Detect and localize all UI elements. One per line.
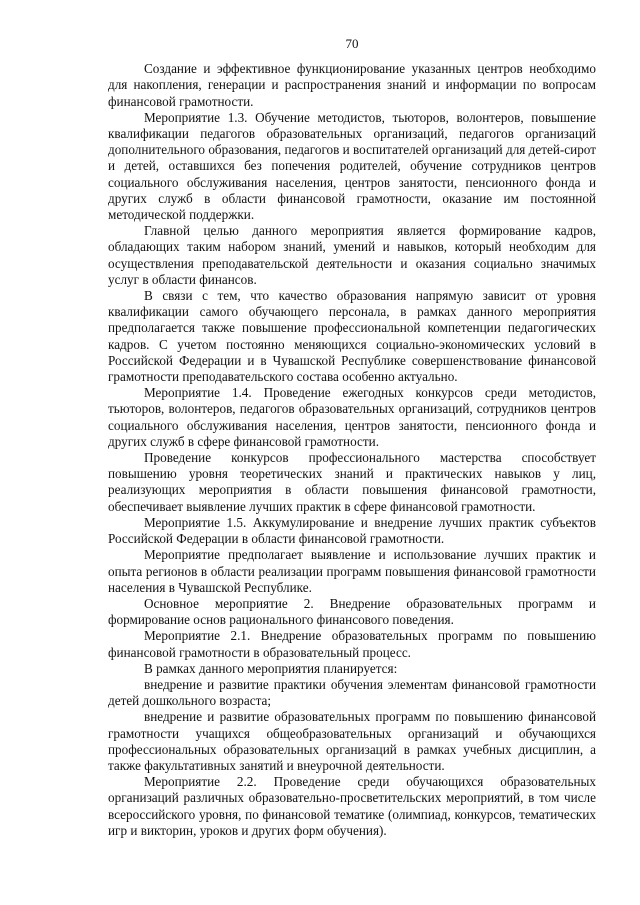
page-number: 70	[345, 36, 359, 51]
paragraph-main-measure-2: Основное мероприятие 2. Внедрение образовательных программ и формирование основ рационального финансового поведения.	[108, 595, 596, 628]
paragraph-programs: внедрение и развитие образовательных программ по повышению финансовой грамотности учащихся общеобразовательных организаций и обучающихся профессиональных образовательных организаций в рамках учебных дисциплин, а также факультативных занятий и внеурочной деятельности.	[108, 709, 596, 773]
paragraph-planned: В рамках данного мероприятия планируется:	[144, 660, 398, 676]
paragraph-measure-2-1: Мероприятие 2.1. Внедрение образовательных программ по повышению финансовой грамотности в образовательный процесс.	[108, 628, 596, 660]
paragraph-measure-2-2: Мероприятие 2.2. Проведение среди обучающихся образовательных организаций различных образовательно-просветительских мероприятий, в том числе всероссийского уровня, по финансовой тематике (олимпиад, конкурсов, тематических игр и викторин, уроков и других форм обучения).	[108, 774, 596, 838]
document-page	[108, 36, 596, 839]
paragraph-preschool: внедрение и развитие практики обучения элементам финансовой грамотности детей дошкольного возраста;	[108, 676, 596, 709]
paragraph-contests: Проведение конкурсов профессионального мастерства способствует повышению уровня теоретических знаний и практических навыков у лиц, реализующих мероприятия в области повышения финансовой грамотности, обеспечивает выявление лучших практик в сфере финансовой грамотности.	[108, 450, 596, 514]
paragraph-centers-purpose: Создание и эффективное функционирование указанных центров необходимо для накопления, генерации и распространения знаний и информации по вопросам финансовой грамотности.	[108, 61, 596, 109]
paragraph-main-goal: Главной целью данного мероприятия является формирование кадров, обладающих таким набором знаний, умений и навыков, который необходим для осуществления преподавательской деятельности и оказания социально значимых услуг в области финансов.	[108, 223, 596, 287]
paragraph-measure-1-4: Мероприятие 1.4. Проведение ежегодных конкурсов среди методистов, тьюторов, волонтеров, педагогов образовательных организаций, сотрудников центров социального обслуживания населения, центров занятости, пенсионного фонда и других служб в сфере финансовой грамотности.	[108, 385, 596, 449]
paragraph-best-practices: Мероприятие предполагает выявление и использование лучших практик и опыта регионов в области реализации программ повышения финансовой грамотности населения в Чувашской Республике.	[108, 547, 596, 595]
paragraph-education-quality: В связи с тем, что качество образования напрямую зависит от уровня квалификации самого обучающего персонала, в рамках данного мероприятия предполагается также повышение профессиональной компетенции педагогических кадров. С учетом постоянно меняющихся социально-экономических условий в Российской Федерации и в Чувашской Республике совершенствование финансовой грамотности преподавательского состава особенно актуально.	[108, 288, 596, 385]
paragraph-measure-1-5: Мероприятие 1.5. Аккумулирование и внедрение лучших практик субъектов Российской Федерации в области финансовой грамотности.	[108, 514, 596, 547]
paragraph-measure-1-3: Мероприятие 1.3. Обучение методистов, тьюторов, волонтеров, повышение квалификации педагогов образовательных организаций, педагогов организаций дополнительного образования, педагогов и воспитателей организаций для детей-сирот и детей, оставшихся без попечения родителей, обучение сотрудников центров социального обслуживания населения, центров занятости, пенсионного фонда и других служб в области финансовой грамотности, оказание им постоянной методической поддержки.	[108, 109, 596, 223]
